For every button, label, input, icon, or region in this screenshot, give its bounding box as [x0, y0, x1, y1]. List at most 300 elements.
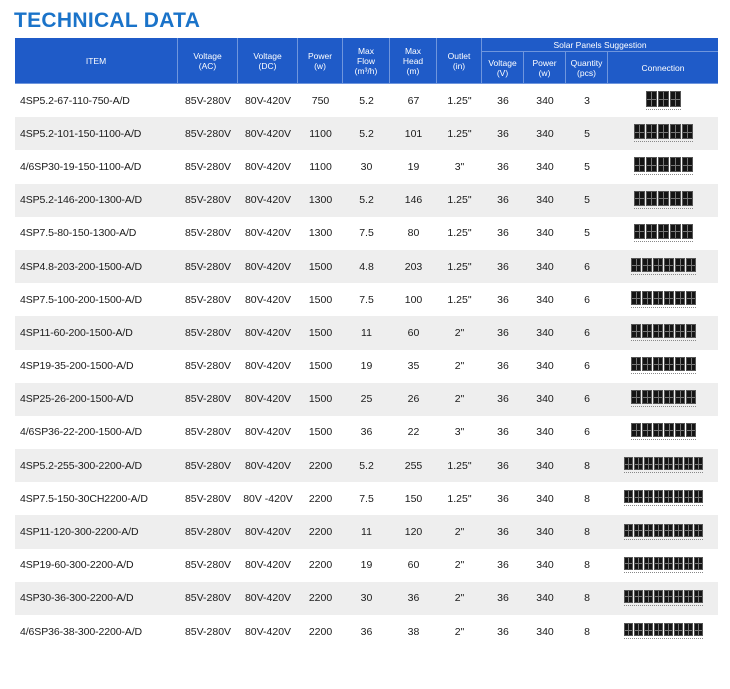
item-cell: 4/6SP30-19-150-1100-A/D	[15, 150, 178, 183]
quantity-cell: 3	[566, 84, 608, 117]
solar-panel-icon	[684, 524, 693, 537]
solar-panel-icon	[642, 324, 652, 338]
outlet-cell: 2"	[437, 515, 482, 548]
max-head-cell: 146	[390, 184, 437, 217]
max-flow-cell: 5.2	[343, 449, 390, 482]
solar-panel-icon	[658, 191, 669, 206]
table-row	[15, 383, 718, 416]
solar-panel-icon	[674, 524, 683, 537]
solar-panel-icon	[686, 390, 696, 404]
voltage-ac-cell: 85V-280V	[178, 283, 238, 316]
power-cell: 750	[298, 84, 343, 117]
item-cell: 4SP25-26-200-1500-A/D	[15, 383, 178, 416]
quantity-cell: 5	[566, 150, 608, 183]
solar-panel-icon	[684, 457, 693, 470]
table-row	[15, 449, 718, 482]
max-head-cell: 36	[390, 582, 437, 615]
solar-panel-icon	[646, 157, 657, 172]
solar-panel-icon	[686, 258, 696, 272]
max-flow-cell: 7.5	[343, 217, 390, 250]
voltage-dc-cell: 80V-420V	[238, 316, 298, 349]
quantity-cell: 8	[566, 615, 608, 648]
item-cell: 4SP5.2-146-200-1300-A/D	[15, 184, 178, 217]
voltage-ac-cell: 85V-280V	[178, 449, 238, 482]
solar-panel-icon	[624, 490, 633, 503]
solar-panel-icon	[646, 91, 657, 107]
power-cell: 1100	[298, 150, 343, 183]
solar-power-cell: 340	[524, 316, 566, 349]
wiring-icon	[634, 240, 693, 242]
power-cell: 1300	[298, 217, 343, 250]
solar-power-cell: 340	[524, 482, 566, 515]
voltage-ac-cell: 85V-280V	[178, 416, 238, 449]
connection-cell	[608, 482, 718, 515]
max-head-cell: 101	[390, 117, 437, 150]
voltage-dc-cell: 80V-420V	[238, 117, 298, 150]
solar-panel-icon	[674, 557, 683, 570]
wiring-icon	[631, 405, 696, 407]
solar-panel-icon	[674, 590, 683, 603]
solar-panel-icon	[658, 91, 669, 107]
connection-cell	[608, 350, 718, 383]
max-head-cell: 26	[390, 383, 437, 416]
solar-panel-icon	[653, 357, 663, 371]
solar-panel-icon	[646, 224, 657, 239]
solar-panel-icon	[634, 191, 645, 206]
solar-panel-icon	[634, 157, 645, 172]
max-flow-cell: 5.2	[343, 84, 390, 117]
table-body	[15, 84, 718, 648]
panel-connection-diagram	[631, 324, 696, 342]
wiring-icon	[631, 438, 696, 440]
solar-panel-icon	[684, 557, 693, 570]
solar-power-cell: 340	[524, 582, 566, 615]
solar-panel-icon	[694, 623, 703, 636]
voltage-dc-cell: 80V-420V	[238, 449, 298, 482]
wiring-icon	[624, 538, 703, 540]
solar-panel-icon	[654, 457, 663, 470]
solar-panel-icon	[654, 524, 663, 537]
max-flow-cell: 5.2	[343, 117, 390, 150]
panel-connection-diagram	[634, 157, 693, 176]
panel-connection-diagram	[624, 623, 703, 640]
quantity-cell: 8	[566, 515, 608, 548]
max-head-cell: 100	[390, 283, 437, 316]
solar-panel-icon	[634, 224, 645, 239]
solar-voltage-cell: 36	[482, 84, 524, 117]
table-row	[15, 549, 718, 582]
quantity-cell: 6	[566, 383, 608, 416]
outlet-cell: 2"	[437, 316, 482, 349]
solar-panel-icon	[670, 191, 681, 206]
header-solar-quantity: Quantity (pcs)	[566, 52, 608, 84]
voltage-dc-cell: 80V-420V	[238, 84, 298, 117]
voltage-ac-cell: 85V-280V	[178, 217, 238, 250]
solar-panel-icon	[624, 623, 633, 636]
solar-power-cell: 340	[524, 515, 566, 548]
voltage-ac-cell: 85V-280V	[178, 582, 238, 615]
panel-connection-diagram	[624, 490, 703, 507]
power-cell: 2200	[298, 615, 343, 648]
solar-panel-icon	[674, 490, 683, 503]
max-head-cell: 22	[390, 416, 437, 449]
page-title: TECHNICAL DATA	[14, 9, 201, 32]
solar-panel-icon	[664, 390, 674, 404]
wiring-icon	[646, 108, 681, 110]
solar-panel-icon	[631, 423, 641, 437]
max-flow-cell: 5.2	[343, 184, 390, 217]
voltage-dc-cell: 80V -420V	[238, 482, 298, 515]
solar-voltage-cell: 36	[482, 184, 524, 217]
solar-panel-icon	[644, 524, 653, 537]
table-row	[15, 184, 718, 217]
wiring-icon	[631, 339, 696, 341]
quantity-cell: 5	[566, 117, 608, 150]
voltage-ac-cell: 85V-280V	[178, 117, 238, 150]
outlet-cell: 1.25"	[437, 449, 482, 482]
quantity-cell: 6	[566, 350, 608, 383]
voltage-ac-cell: 85V-280V	[178, 383, 238, 416]
solar-panel-icon	[644, 490, 653, 503]
solar-panel-icon	[631, 324, 641, 338]
solar-panel-icon	[682, 157, 693, 172]
solar-panel-icon	[646, 124, 657, 139]
solar-panel-icon	[634, 524, 643, 537]
power-cell: 1500	[298, 383, 343, 416]
solar-power-cell: 340	[524, 117, 566, 150]
solar-panel-icon	[624, 457, 633, 470]
voltage-dc-cell: 80V-420V	[238, 150, 298, 183]
solar-voltage-cell: 36	[482, 250, 524, 283]
power-cell: 1500	[298, 283, 343, 316]
solar-panel-icon	[682, 124, 693, 139]
quantity-cell: 8	[566, 582, 608, 615]
solar-voltage-cell: 36	[482, 582, 524, 615]
solar-panel-icon	[664, 524, 673, 537]
solar-panel-icon	[654, 590, 663, 603]
max-flow-cell: 30	[343, 582, 390, 615]
table-row	[15, 615, 718, 648]
solar-panel-icon	[694, 524, 703, 537]
solar-panel-icon	[653, 423, 663, 437]
solar-voltage-cell: 36	[482, 117, 524, 150]
outlet-cell: 2"	[437, 350, 482, 383]
solar-panel-icon	[631, 291, 641, 305]
connection-cell	[608, 549, 718, 582]
item-cell: 4SP5.2-67-110-750-A/D	[15, 84, 178, 117]
voltage-ac-cell: 85V-280V	[178, 84, 238, 117]
solar-panel-icon	[642, 258, 652, 272]
panel-connection-diagram	[624, 524, 703, 541]
solar-voltage-cell: 36	[482, 416, 524, 449]
solar-panel-icon	[642, 291, 652, 305]
connection-cell	[608, 250, 718, 283]
item-cell: 4SP5.2-101-150-1100-A/D	[15, 117, 178, 150]
solar-panel-icon	[674, 623, 683, 636]
power-cell: 1100	[298, 117, 343, 150]
max-flow-cell: 36	[343, 615, 390, 648]
solar-panel-icon	[624, 524, 633, 537]
wiring-icon	[624, 471, 703, 473]
connection-cell	[608, 184, 718, 217]
solar-panel-icon	[631, 390, 641, 404]
header-voltage-ac: Voltage (AC)	[178, 38, 238, 84]
solar-panel-icon	[682, 224, 693, 239]
max-head-cell: 35	[390, 350, 437, 383]
voltage-ac-cell: 85V-280V	[178, 482, 238, 515]
solar-voltage-cell: 36	[482, 515, 524, 548]
power-cell: 1500	[298, 250, 343, 283]
solar-panel-icon	[646, 191, 657, 206]
panel-connection-diagram	[631, 291, 696, 309]
solar-power-cell: 340	[524, 217, 566, 250]
voltage-dc-cell: 80V-420V	[238, 250, 298, 283]
max-head-cell: 120	[390, 515, 437, 548]
connection-cell	[608, 615, 718, 648]
outlet-cell: 1.25"	[437, 250, 482, 283]
max-head-cell: 19	[390, 150, 437, 183]
power-cell: 2200	[298, 549, 343, 582]
item-cell: 4SP4.8-203-200-1500-A/D	[15, 250, 178, 283]
panel-connection-diagram	[631, 357, 696, 375]
table-row	[15, 582, 718, 615]
solar-panel-icon	[642, 423, 652, 437]
solar-voltage-cell: 36	[482, 615, 524, 648]
item-cell: 4/6SP36-38-300-2200-A/D	[15, 615, 178, 648]
solar-panel-icon	[675, 291, 685, 305]
solar-panel-icon	[624, 557, 633, 570]
header-solar-power: Power (w)	[524, 52, 566, 84]
solar-voltage-cell: 36	[482, 283, 524, 316]
outlet-cell: 2"	[437, 383, 482, 416]
solar-panel-icon	[634, 124, 645, 139]
panel-connection-diagram	[634, 224, 693, 243]
quantity-cell: 6	[566, 250, 608, 283]
solar-panel-icon	[634, 490, 643, 503]
solar-power-cell: 340	[524, 449, 566, 482]
header-power: Power (w)	[298, 38, 343, 84]
solar-panel-icon	[670, 224, 681, 239]
power-cell: 2200	[298, 449, 343, 482]
solar-power-cell: 340	[524, 283, 566, 316]
outlet-cell: 1.25"	[437, 482, 482, 515]
wiring-icon	[634, 173, 693, 175]
voltage-ac-cell: 85V-280V	[178, 549, 238, 582]
wiring-icon	[624, 604, 703, 606]
header-voltage-dc: Voltage (DC)	[238, 38, 298, 84]
solar-panel-icon	[694, 490, 703, 503]
max-flow-cell: 36	[343, 416, 390, 449]
max-flow-cell: 11	[343, 515, 390, 548]
solar-panel-icon	[664, 258, 674, 272]
solar-voltage-cell: 36	[482, 449, 524, 482]
solar-voltage-cell: 36	[482, 383, 524, 416]
table-row	[15, 217, 718, 250]
solar-panel-icon	[694, 457, 703, 470]
table-row	[15, 283, 718, 316]
item-cell: 4SP7.5-150-30CH2200-A/D	[15, 482, 178, 515]
solar-panel-icon	[658, 224, 669, 239]
power-cell: 2200	[298, 482, 343, 515]
voltage-dc-cell: 80V-420V	[238, 217, 298, 250]
voltage-ac-cell: 85V-280V	[178, 515, 238, 548]
solar-panel-icon	[644, 457, 653, 470]
item-cell: 4/6SP36-22-200-1500-A/D	[15, 416, 178, 449]
voltage-dc-cell: 80V-420V	[238, 283, 298, 316]
max-flow-cell: 25	[343, 383, 390, 416]
solar-power-cell: 340	[524, 84, 566, 117]
voltage-ac-cell: 85V-280V	[178, 350, 238, 383]
table-row	[15, 84, 718, 117]
table-row	[15, 350, 718, 383]
max-head-cell: 150	[390, 482, 437, 515]
connection-cell	[608, 117, 718, 150]
item-cell: 4SP7.5-80-150-1300-A/D	[15, 217, 178, 250]
solar-panel-icon	[675, 423, 685, 437]
solar-panel-icon	[664, 423, 674, 437]
panel-connection-diagram	[634, 191, 693, 210]
item-cell: 4SP11-60-200-1500-A/D	[15, 316, 178, 349]
outlet-cell: 3"	[437, 416, 482, 449]
solar-panel-icon	[654, 623, 663, 636]
solar-panel-icon	[664, 291, 674, 305]
outlet-cell: 3"	[437, 150, 482, 183]
solar-panel-icon	[686, 423, 696, 437]
solar-panel-icon	[684, 490, 693, 503]
connection-cell	[608, 582, 718, 615]
voltage-ac-cell: 85V-280V	[178, 184, 238, 217]
solar-panel-icon	[654, 557, 663, 570]
solar-panel-icon	[634, 457, 643, 470]
item-cell: 4SP19-35-200-1500-A/D	[15, 350, 178, 383]
max-head-cell: 38	[390, 615, 437, 648]
max-flow-cell: 11	[343, 316, 390, 349]
wiring-icon	[624, 571, 703, 573]
solar-panel-icon	[682, 191, 693, 206]
solar-power-cell: 340	[524, 250, 566, 283]
solar-panel-icon	[675, 324, 685, 338]
outlet-cell: 1.25"	[437, 184, 482, 217]
voltage-dc-cell: 80V-420V	[238, 184, 298, 217]
solar-panel-icon	[644, 623, 653, 636]
solar-panel-icon	[670, 124, 681, 139]
power-cell: 1300	[298, 184, 343, 217]
wiring-icon	[631, 306, 696, 308]
panel-connection-diagram	[624, 557, 703, 574]
item-cell: 4SP11-120-300-2200-A/D	[15, 515, 178, 548]
item-cell: 4SP30-36-300-2200-A/D	[15, 582, 178, 615]
table-row	[15, 416, 718, 449]
max-flow-cell: 4.8	[343, 250, 390, 283]
panel-connection-diagram	[631, 423, 696, 441]
panel-connection-diagram	[631, 390, 696, 408]
header-max-flow: Max Flow (m³/h)	[343, 38, 390, 84]
solar-panel-icon	[670, 157, 681, 172]
max-flow-cell: 7.5	[343, 482, 390, 515]
outlet-cell: 1.25"	[437, 84, 482, 117]
voltage-dc-cell: 80V-420V	[238, 383, 298, 416]
panel-connection-diagram	[634, 124, 693, 143]
connection-cell	[608, 316, 718, 349]
connection-cell	[608, 150, 718, 183]
wiring-icon	[624, 637, 703, 639]
solar-voltage-cell: 36	[482, 482, 524, 515]
connection-cell	[608, 84, 718, 117]
solar-panel-icon	[642, 390, 652, 404]
outlet-cell: 2"	[437, 615, 482, 648]
header-solar-voltage: Voltage (V)	[482, 52, 524, 84]
solar-panel-icon	[658, 124, 669, 139]
voltage-dc-cell: 80V-420V	[238, 615, 298, 648]
wiring-icon	[631, 372, 696, 374]
max-flow-cell: 7.5	[343, 283, 390, 316]
solar-power-cell: 340	[524, 416, 566, 449]
solar-power-cell: 340	[524, 383, 566, 416]
connection-cell	[608, 449, 718, 482]
item-cell: 4SP5.2-255-300-2200-A/D	[15, 449, 178, 482]
quantity-cell: 5	[566, 184, 608, 217]
solar-voltage-cell: 36	[482, 316, 524, 349]
voltage-dc-cell: 80V-420V	[238, 350, 298, 383]
header-outlet: Outlet (in)	[437, 38, 482, 84]
max-head-cell: 80	[390, 217, 437, 250]
solar-panel-icon	[674, 457, 683, 470]
header-max-head: Max Head (m)	[390, 38, 437, 84]
voltage-dc-cell: 80V-420V	[238, 416, 298, 449]
solar-panel-icon	[634, 557, 643, 570]
max-flow-cell: 19	[343, 350, 390, 383]
solar-panel-icon	[634, 623, 643, 636]
quantity-cell: 6	[566, 283, 608, 316]
connection-cell	[608, 283, 718, 316]
solar-panel-icon	[686, 357, 696, 371]
panel-connection-diagram	[646, 91, 681, 111]
solar-panel-icon	[686, 291, 696, 305]
max-head-cell: 255	[390, 449, 437, 482]
max-head-cell: 203	[390, 250, 437, 283]
panel-connection-diagram	[624, 457, 703, 474]
voltage-ac-cell: 85V-280V	[178, 250, 238, 283]
solar-voltage-cell: 36	[482, 217, 524, 250]
solar-panel-icon	[670, 91, 681, 107]
wiring-icon	[631, 273, 696, 275]
connection-cell	[608, 383, 718, 416]
quantity-cell: 8	[566, 449, 608, 482]
connection-cell	[608, 515, 718, 548]
voltage-ac-cell: 85V-280V	[178, 150, 238, 183]
quantity-cell: 8	[566, 482, 608, 515]
header-item: ITEM	[15, 38, 178, 84]
voltage-dc-cell: 80V-420V	[238, 515, 298, 548]
solar-power-cell: 340	[524, 549, 566, 582]
table-row	[15, 515, 718, 548]
solar-panel-icon	[642, 357, 652, 371]
solar-panel-icon	[654, 490, 663, 503]
outlet-cell: 2"	[437, 582, 482, 615]
solar-panel-icon	[653, 324, 663, 338]
voltage-dc-cell: 80V-420V	[238, 549, 298, 582]
connection-cell	[608, 416, 718, 449]
solar-panel-icon	[664, 623, 673, 636]
power-cell: 1500	[298, 416, 343, 449]
header-solar-panels-suggestion: Solar Panels Suggestion	[482, 38, 718, 52]
solar-panel-icon	[686, 324, 696, 338]
voltage-dc-cell: 80V-420V	[238, 582, 298, 615]
quantity-cell: 8	[566, 549, 608, 582]
outlet-cell: 1.25"	[437, 217, 482, 250]
solar-panel-icon	[664, 457, 673, 470]
solar-power-cell: 340	[524, 350, 566, 383]
